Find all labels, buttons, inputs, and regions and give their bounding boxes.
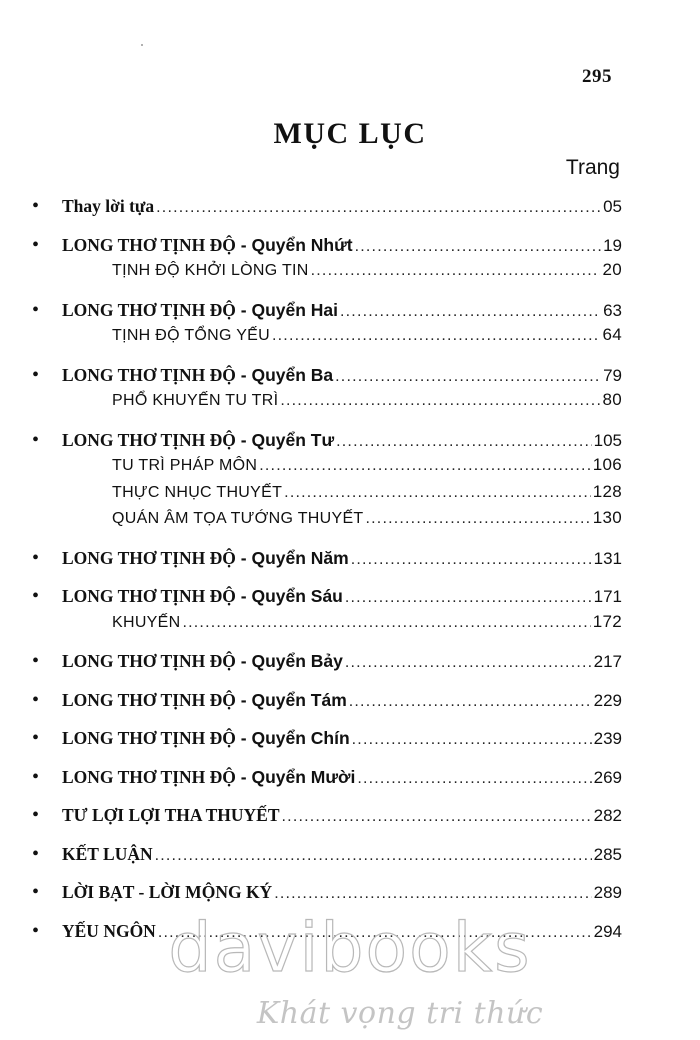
toc-entry-title-main: LONG THƠ TỊNH ĐỘ — [62, 234, 236, 255]
dot-leader — [274, 885, 591, 903]
entry-gap — [32, 638, 622, 650]
toc-page-number: 64 — [602, 325, 622, 344]
toc-page-number: 282 — [593, 806, 622, 825]
toc-page-number: 229 — [593, 690, 622, 710]
toc-entry-title — [62, 651, 343, 672]
toc-subentry-title: THỰC NHỤC THUYẾT — [112, 483, 283, 501]
toc-entry-title-main: LONG THƠ TỊNH ĐỘ — [62, 766, 236, 787]
toc-subentry-title: TU TRÌ PHÁP MÔN — [112, 457, 258, 474]
toc-subentry-title: QUÁN ÂM TỌA TƯỚNG THUYẾT — [112, 510, 364, 527]
toc-entry-title — [62, 586, 343, 607]
bullet-icon: • — [32, 585, 40, 607]
toc-entry-title — [62, 365, 333, 386]
dot-leader — [355, 238, 601, 256]
toc-entry-title-volume: - Quyển Nhứt — [235, 234, 353, 255]
toc-entry-title — [62, 767, 355, 788]
bullet-icon: • — [32, 919, 40, 942]
bullet-icon: • — [32, 881, 40, 903]
toc-subentry — [32, 390, 622, 417]
toc-entry — [32, 766, 622, 793]
toc-subentry-title: PHỔ KHUYẾN TU TRÌ — [112, 392, 279, 409]
bullet-icon: • — [32, 688, 40, 711]
dot-leader — [182, 614, 590, 632]
toc-page-number: 217 — [593, 652, 622, 671]
toc-entry — [32, 195, 622, 222]
entry-gap — [32, 715, 622, 727]
watermark-tagline: Khát vọng tri thức — [256, 996, 544, 1031]
page-column-header: Trang — [565, 156, 620, 179]
toc-page-number: 130 — [592, 508, 622, 527]
bullet-icon: • — [32, 804, 40, 826]
toc-entry-title-volume: - Quyển Hai — [235, 299, 339, 320]
entry-gap — [32, 535, 622, 547]
dot-leader — [366, 510, 591, 528]
dot-leader — [311, 262, 601, 280]
toc-entry-title — [62, 235, 353, 256]
toc-page-number: 20 — [602, 260, 622, 279]
entry-gap — [32, 287, 622, 299]
toc-entry — [32, 881, 622, 908]
toc-entry-title-volume: - Quyển Năm — [235, 547, 349, 568]
dot-leader — [259, 457, 590, 475]
toc-subentry — [32, 260, 622, 287]
toc-entry — [32, 585, 622, 612]
toc-page-number: 19 — [603, 235, 622, 255]
entry-gap — [32, 869, 622, 881]
toc-page-number: 239 — [593, 729, 622, 748]
toc-entry-title-main: LONG THƠ TỊNH ĐỘ — [62, 364, 236, 385]
toc-entry-title-volume: - Quyển Tư — [235, 429, 335, 450]
toc-subentry — [32, 455, 622, 482]
toc-entry-title-main: LONG THƠ TỊNH ĐỘ — [62, 651, 236, 671]
toc-page-number: 105 — [593, 430, 622, 450]
toc-entry-title-volume: - Quyển Sáu — [235, 586, 343, 606]
entry-gap — [32, 417, 622, 429]
dot-leader — [351, 551, 592, 569]
toc-entry-title — [62, 805, 280, 826]
dot-leader — [345, 589, 592, 607]
toc-entry — [32, 843, 622, 870]
entry-gap — [32, 573, 622, 585]
page-title: MỤC LỤC — [273, 117, 427, 150]
bullet-icon: • — [32, 765, 40, 788]
dot-leader — [282, 808, 592, 826]
toc-entry — [32, 364, 622, 391]
toc-entry-title-volume: - Quyển Tám — [235, 689, 347, 710]
toc-entry-title — [62, 882, 272, 903]
toc-subentry-title: KHUYẾN — [112, 613, 181, 631]
dot-leader — [272, 327, 600, 345]
bullet-icon: • — [32, 195, 40, 217]
toc-entry — [32, 547, 622, 574]
dot-leader — [156, 199, 601, 217]
toc-entry-title — [62, 548, 349, 569]
toc-page-number: 80 — [602, 390, 622, 409]
toc-entry-title — [62, 690, 347, 711]
toc-entry-title-main: LONG THƠ TỊNH ĐỘ — [62, 299, 236, 320]
toc-entry-title-main: LONG THƠ TỊNH ĐỘ — [62, 728, 236, 748]
bullet-icon: • — [32, 233, 40, 256]
toc-entry-title — [62, 196, 154, 217]
dot-leader — [357, 770, 591, 788]
bullet-icon: • — [32, 650, 40, 672]
dot-leader — [340, 303, 601, 321]
table-of-contents — [32, 195, 622, 946]
toc-entry-title-main: Thay lời tựa — [62, 196, 155, 216]
entry-gap — [32, 754, 622, 766]
toc-page-number: 285 — [593, 844, 622, 864]
toc-entry-title-main: LONG THƠ TỊNH ĐỘ — [62, 429, 236, 450]
toc-entry-title-main: LỜI BẠT - LỜI MỘNG KÝ — [62, 882, 273, 902]
toc-entry-title-volume: - Quyển Bảy — [235, 651, 343, 671]
toc-subentry — [32, 325, 622, 352]
toc-entry — [32, 804, 622, 831]
toc-subentry — [32, 482, 622, 509]
dot-leader — [155, 847, 592, 865]
toc-page-number: 128 — [592, 481, 622, 501]
toc-page-number: 289 — [593, 883, 622, 902]
bullet-icon: • — [32, 298, 40, 321]
toc-entry-title-volume: - Quyển Ba — [235, 364, 334, 385]
page-number: 295 — [582, 66, 612, 87]
toc-page-number: 294 — [593, 921, 622, 941]
toc-entry — [32, 299, 622, 326]
toc-entry-title-main: KẾT LUẬN — [62, 843, 153, 864]
dot-leader — [336, 433, 591, 451]
toc-page-number: 63 — [603, 300, 622, 320]
dot-leader — [349, 693, 592, 711]
toc-subentry-title: TỊNH ĐỘ TỔNG YẾU — [112, 327, 271, 344]
entry-gap — [32, 222, 622, 234]
toc-entry-title — [62, 728, 350, 749]
dot-leader — [352, 731, 592, 749]
toc-entry-title-main: LONG THƠ TỊNH ĐỘ — [62, 689, 236, 710]
toc-entry — [32, 727, 622, 754]
toc-entry-title-volume: - Quyển Mười — [235, 766, 356, 787]
toc-entry — [32, 429, 622, 456]
dot-leader — [280, 392, 600, 410]
toc-subentry — [32, 508, 622, 535]
bullet-icon: • — [32, 727, 40, 749]
toc-subentry — [32, 612, 622, 639]
toc-page-number: 131 — [593, 548, 622, 568]
bullet-icon: • — [32, 363, 40, 386]
toc-entry — [32, 234, 622, 261]
toc-subentry-title: TỊNH ĐỘ KHỞI LÒNG TIN — [112, 262, 309, 279]
toc-page-number: 172 — [592, 611, 622, 631]
dot-leader — [345, 654, 592, 672]
toc-entry-title-main: LONG THƠ TỊNH ĐỘ — [62, 547, 236, 568]
toc-page-number: 79 — [603, 365, 622, 385]
scan-speck — [141, 44, 143, 46]
toc-entry-title-main: TƯ LỢI LỢI THA THUYẾT — [62, 805, 280, 825]
toc-entry-title-volume: - Quyển Chín — [235, 728, 350, 748]
entry-gap — [32, 792, 622, 804]
toc-entry-title-main: LONG THƠ TỊNH ĐỘ — [62, 586, 236, 606]
toc-entry-title — [62, 430, 334, 451]
bullet-icon: • — [32, 842, 40, 865]
toc-entry — [32, 689, 622, 716]
toc-entry-title — [62, 921, 156, 942]
toc-page-number: 171 — [593, 587, 622, 606]
entry-gap — [32, 677, 622, 689]
toc-page-number: 05 — [603, 197, 622, 216]
bullet-icon: • — [32, 546, 40, 569]
toc-entry — [32, 650, 622, 677]
toc-entry-title — [62, 300, 338, 321]
toc-entry-title-main: YẾU NGÔN — [62, 920, 156, 941]
dot-leader — [284, 484, 591, 502]
toc-page-number: 106 — [592, 455, 622, 474]
bullet-icon: • — [32, 428, 40, 451]
entry-gap — [32, 831, 622, 843]
toc-entry-title — [62, 844, 153, 865]
watermark-brand: davibooks — [168, 909, 532, 988]
entry-gap — [32, 352, 622, 364]
toc-page-number: 269 — [593, 767, 622, 787]
dot-leader — [335, 368, 601, 386]
